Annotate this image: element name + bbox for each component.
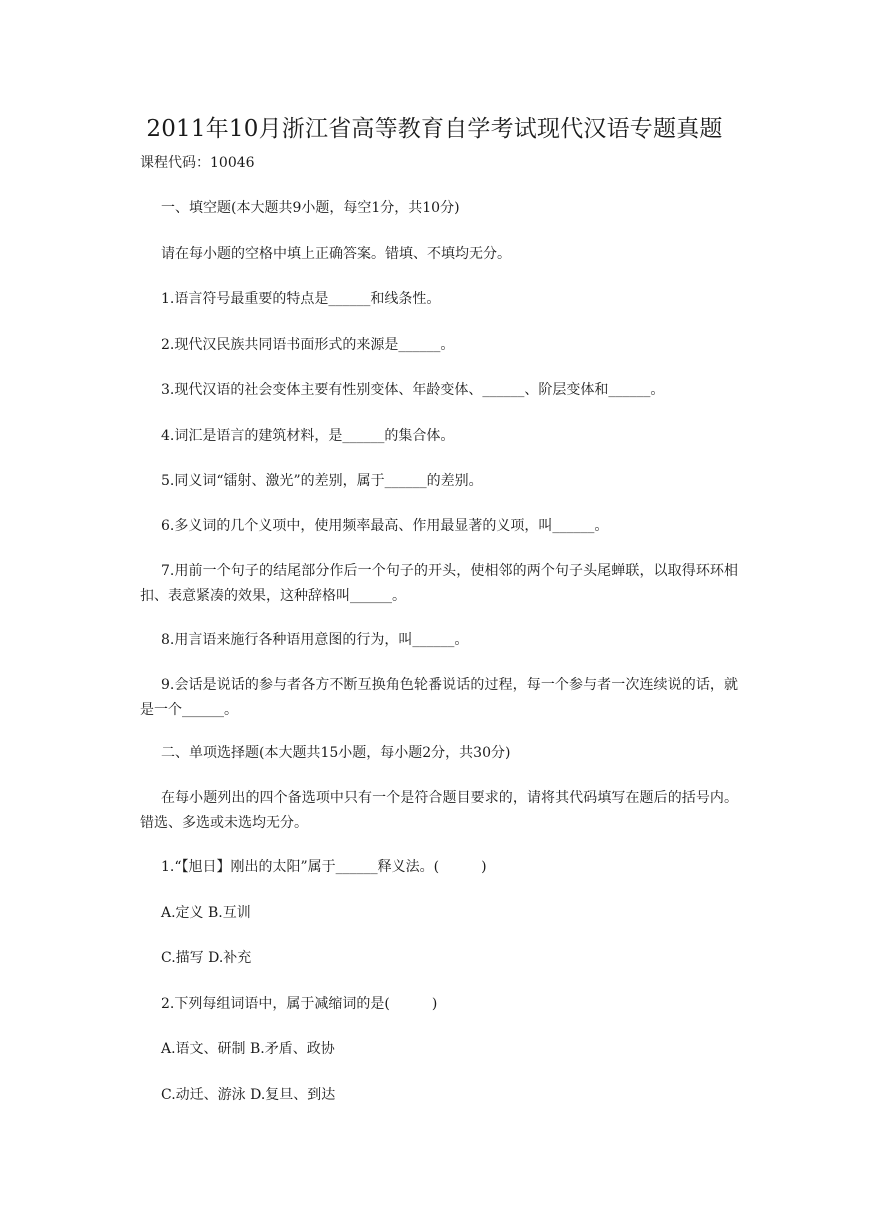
question-1-3: 3.现代汉语的社会变体主要有性别变体、年龄变体、______、阶层变体和______。 — [161, 382, 665, 398]
page-title: 2011年10月浙江省高等教育自学考试现代汉语专题真题 — [146, 116, 723, 142]
section-1-heading: 一、填空题(本大题共9小题，每空1分，共10分) — [161, 200, 460, 216]
question-2-1-options-cd: C.描写 D.补充 — [161, 950, 252, 966]
question-1-6: 6.多义词的几个义项中，使用频率最高、作用最显著的义项，叫______。 — [161, 518, 609, 534]
question-2-1-options-ab: A.定义 B.互训 — [161, 905, 251, 921]
section-2-instruction: 在每小题列出的四个备选项中只有一个是符合题目要求的，请将其代码填写在题后的括号内。错选、多选或未选均无分。 — [140, 790, 738, 831]
question-2-2-options-cd: C.动迁、游泳 D.复旦、到达 — [161, 1087, 336, 1103]
question-1-4: 4.词汇是语言的建筑材料，是______的集合体。 — [161, 428, 455, 444]
question-2-2-stem: 2.下列每组词语中，属于减缩词的是( ) — [161, 996, 438, 1012]
question-1-5: 5.同义词“镭射、激光”的差别，属于______的差别。 — [161, 473, 483, 489]
question-1-1: 1.语言符号最重要的特点是______和线条性。 — [161, 291, 441, 307]
course-code: 课程代码：10046 — [140, 155, 255, 171]
question-1-9: 9.会话是说话的参与者各方不断互换角色轮番说话的过程，每一个参与者一次连续说的话，就是一个______。 — [140, 677, 738, 718]
section-2-heading: 二、单项选择题(本大题共15小题，每小题2分，共30分) — [161, 745, 511, 761]
question-2-1-stem: 1.“【旭日】刚出的太阳”属于______释义法。( ) — [161, 859, 487, 875]
section-1-instruction: 请在每小题的空格中填上正确答案。错填、不填均无分。 — [161, 246, 511, 262]
question-1-2: 2.现代汉民族共同语书面形式的来源是______。 — [161, 337, 455, 353]
question-2-2-options-ab: A.语文、研制 B.矛盾、政协 — [161, 1041, 335, 1057]
question-1-7: 7.用前一个句子的结尾部分作后一个句子的开头，使相邻的两个句子头尾蝉联，以取得环环相扣、表意紧凑的效果，这种辞格叫______。 — [140, 563, 738, 604]
question-1-8: 8.用言语来施行各种语用意图的行为，叫______。 — [161, 632, 469, 648]
